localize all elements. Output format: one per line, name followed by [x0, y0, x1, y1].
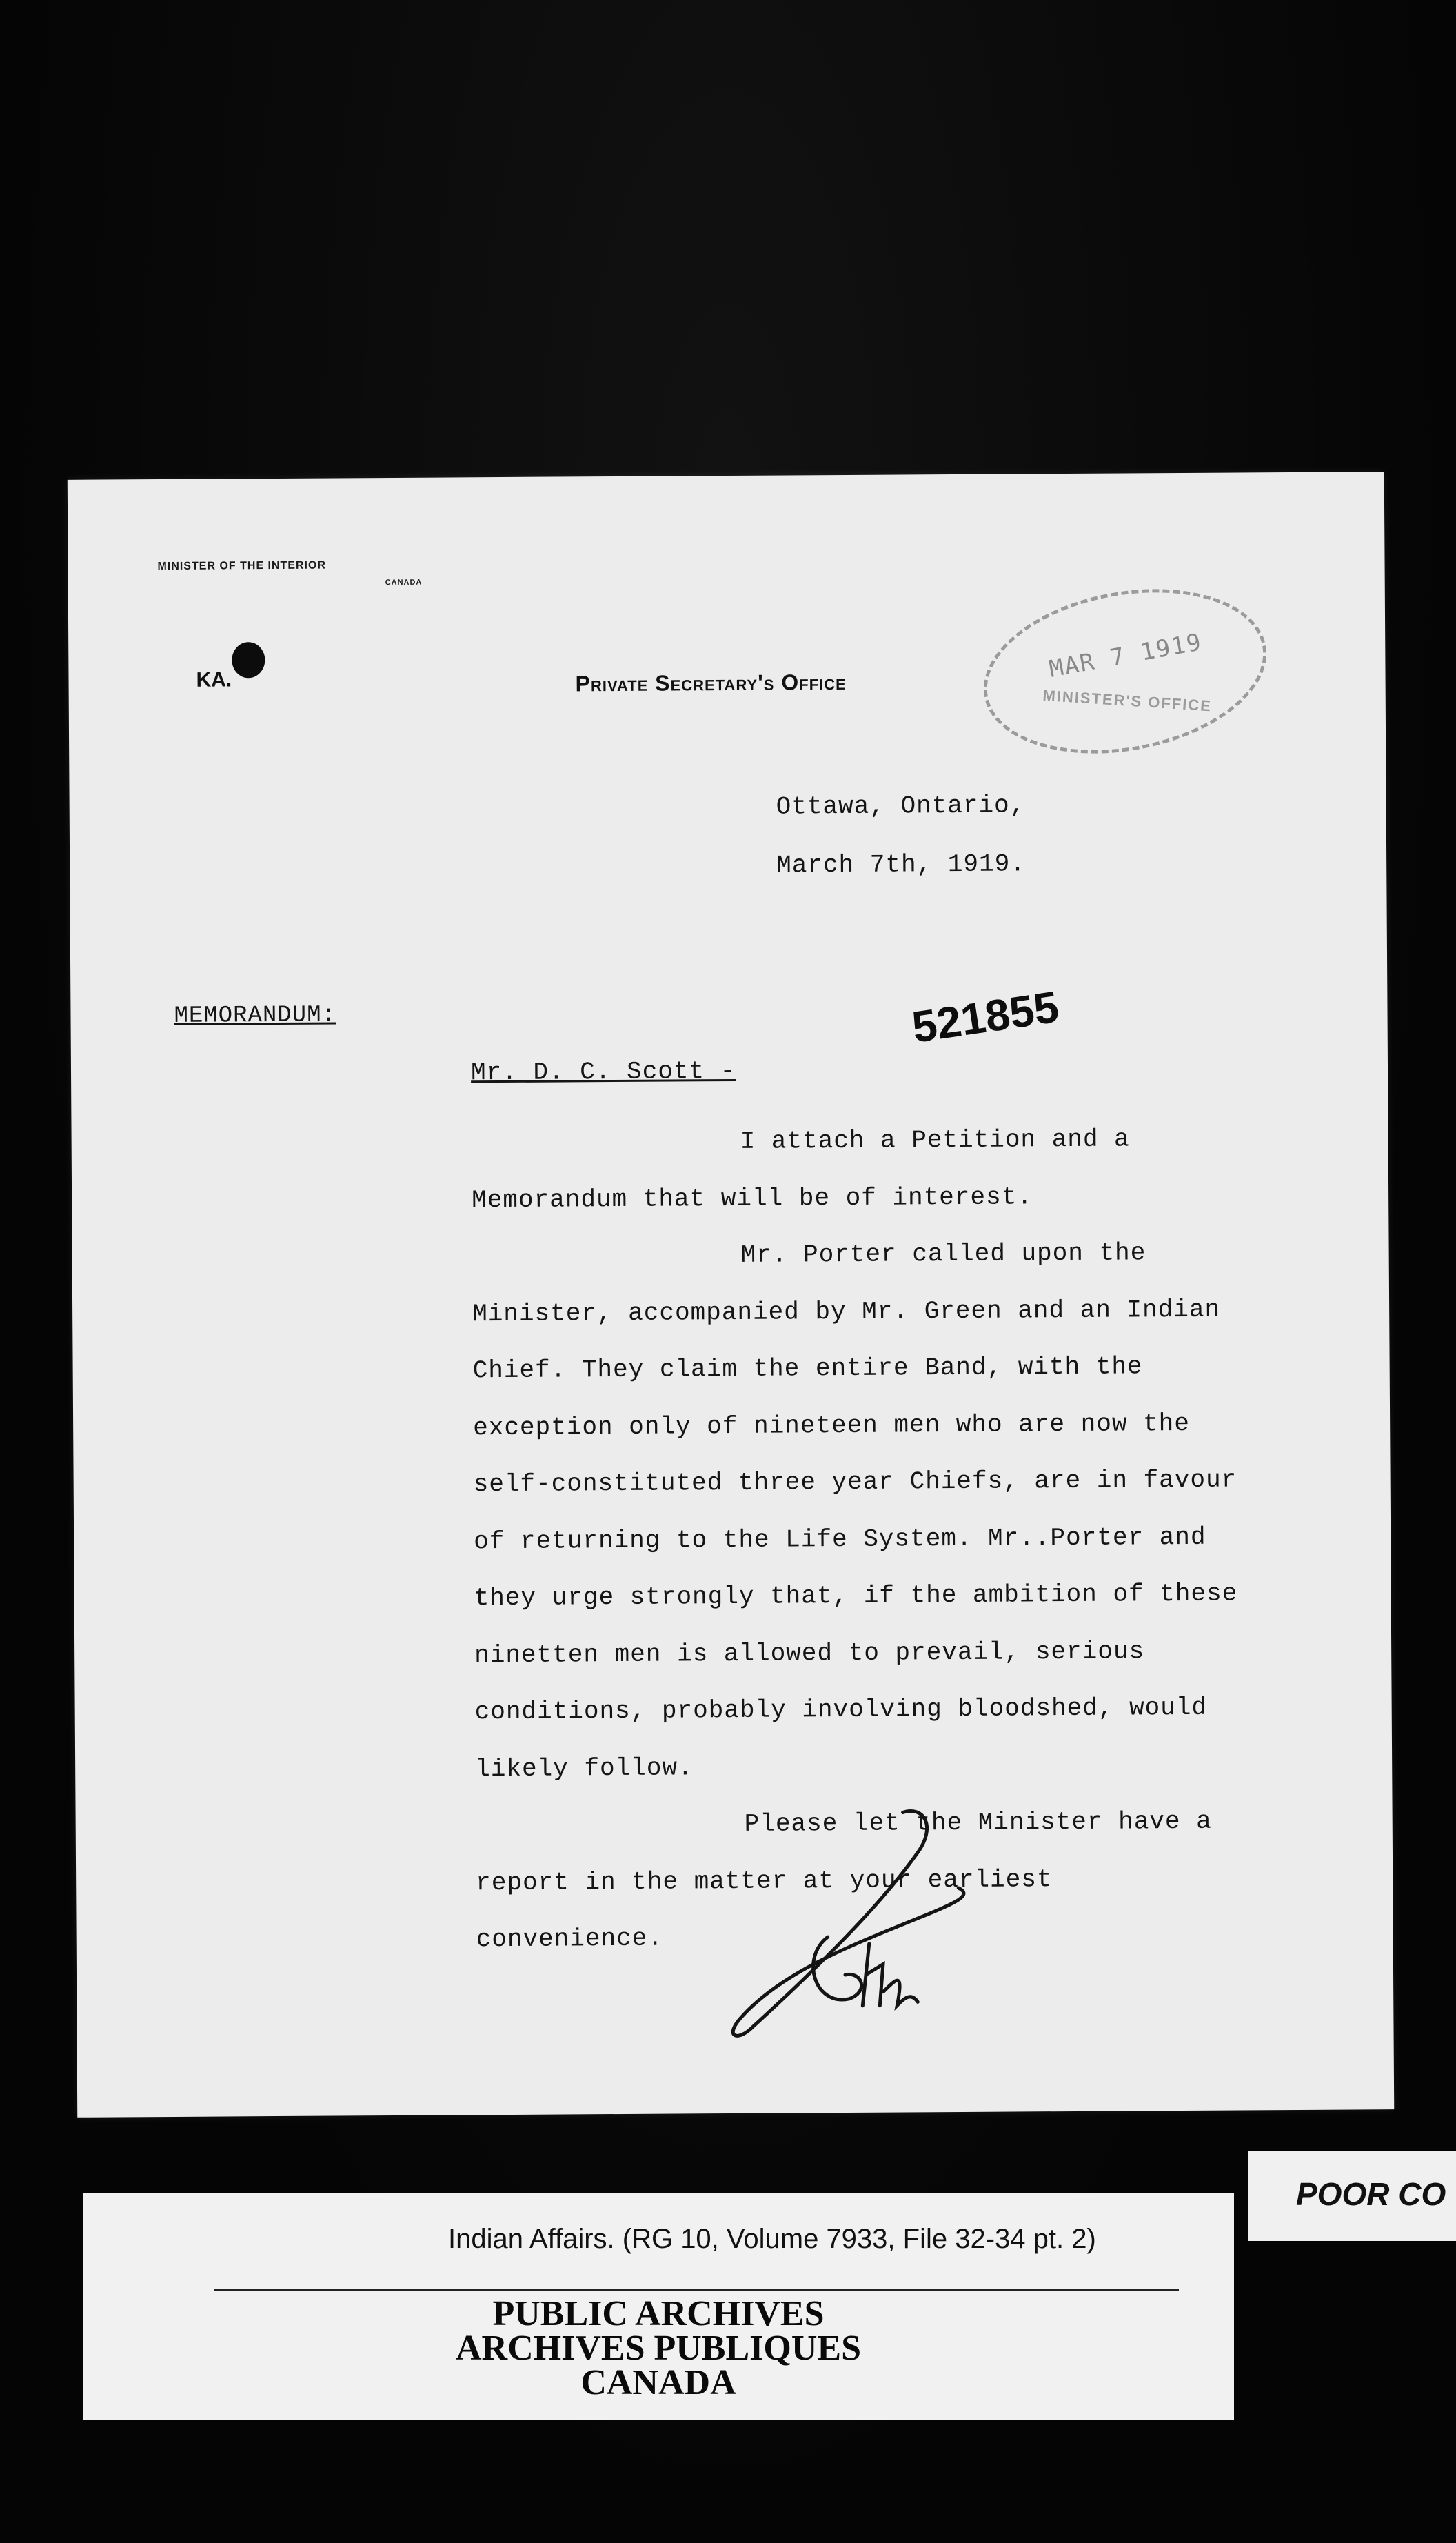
file-number: 521855 [909, 981, 1062, 1052]
handwritten-signature [696, 1798, 1028, 2048]
memo-heading: MEMORANDUM: [174, 1002, 337, 1029]
stamp-date: MAR 7 1919 [1046, 628, 1204, 683]
condition-tag [1248, 2151, 1456, 2241]
stamp-text: MINISTER'S OFFICE [1042, 686, 1213, 715]
letter-date: March 7th, 1919. [776, 850, 1026, 880]
condition-tag-text: POOR CO [1296, 2176, 1446, 2212]
archive-line-french: ARCHIVES PUBLIQUES [455, 2329, 862, 2368]
paragraph-1: I attach a Petition and a Memorandum that will be of interest. [472, 1125, 1130, 1214]
received-stamp [970, 567, 1280, 775]
paragraph-2: Mr. Porter called upon the Minister, accompanied by Mr. Green and an Indian Chief. They claim the entire Band, with the exception only of nineteen men who are now the self-constituted three year Chiefs, are in favour of returning to the Life System. Mr..Porter and they urge strongly that, if the ambition of these ninetten men is allowed to prevail, serious conditions, probably involving bloodshed, would likely follow. [472, 1238, 1238, 1783]
archive-line-country: CANADA [580, 2363, 736, 2402]
letterhead-country: CANADA [385, 578, 423, 587]
ink-blot [232, 642, 265, 678]
letterhead-department: MINISTER OF THE INTERIOR [157, 559, 327, 573]
memorandum-page [68, 472, 1394, 2118]
letter-place: Ottawa, Ontario, [776, 791, 1026, 821]
archive-line-english: PUBLIC ARCHIVES [492, 2294, 825, 2333]
paragraph-3: Please let the Minister have a report in the matter at your earliest convenience. [476, 1807, 1212, 1954]
addressee: Mr. D. C. Scott - [470, 1056, 736, 1087]
archive-reference: Indian Affairs. (RG 10, Volume 7933, File 32-34 pt. 2) [448, 2224, 1096, 2254]
archive-reference-strip [214, 2193, 1179, 2291]
office-title: Private Secretary's Office [575, 669, 847, 696]
archive-label-card [83, 2193, 1234, 2420]
reference-mark: KA. [196, 668, 232, 692]
